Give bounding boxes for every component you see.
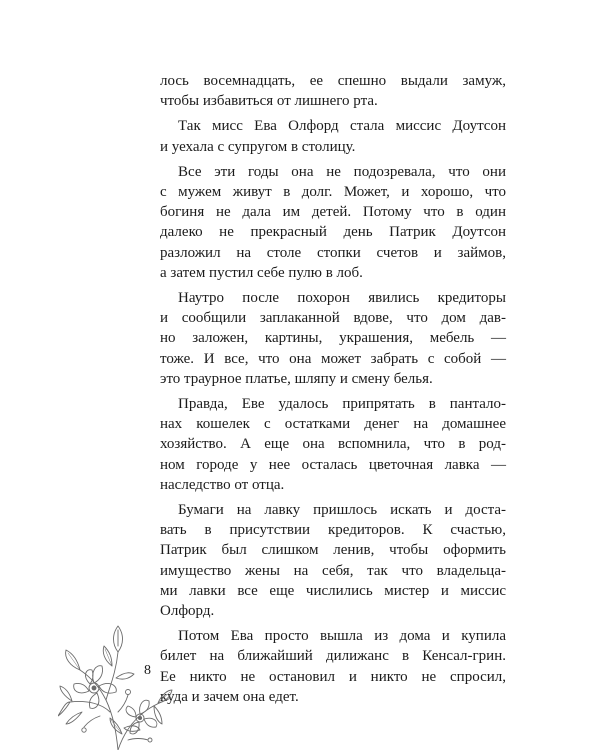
- text-line: имущество жены на себя, так что владельца-: [160, 562, 506, 579]
- text-line: хозяйство. А еще она вспомнила, что в род-: [160, 436, 506, 453]
- text-line: тоже. И все, что она может забрать с собой —: [160, 350, 506, 367]
- text-line: но заложен, картины, украшения, мебель —: [160, 330, 506, 347]
- text-line: Так мисс Ева Олфорд стала миссис Доутсон: [178, 118, 506, 135]
- text-line: лось восемнадцать, ее спешно выдали замуж,: [160, 73, 506, 89]
- text-line: Бумаги на лавку пришлось искать и доста-: [178, 502, 506, 519]
- paragraph: [160, 626, 506, 707]
- paragraph: [160, 288, 506, 389]
- text-line: с мужем живут в долг. Может, и хорошо, что: [160, 184, 506, 201]
- paragraph: [160, 394, 506, 495]
- text-line: Потом Ева просто вышла из дома и купила: [178, 628, 506, 645]
- text-line: Все эти годы она не подозревала, что они: [178, 163, 506, 180]
- text-line: Олфорд.: [160, 603, 215, 620]
- text-line: Правда, Еве удалось припрятать в пантало-: [178, 396, 506, 413]
- text-line: богиня не дала им детей. Потому что в один: [160, 204, 506, 221]
- text-line: это траурное платье, шляпу и смену белья.: [160, 370, 433, 387]
- paragraph: [160, 500, 506, 621]
- text-line: Ее никто не остановил и никто не спросил,: [160, 668, 506, 685]
- text-line: и уехала с супругом в столицу.: [160, 138, 356, 155]
- text-line: вать в присутствии кредиторов. К счастью,: [160, 522, 506, 539]
- page-number: 8: [144, 663, 151, 678]
- text-line: куда и зачем она едет.: [160, 688, 299, 705]
- text-line: и сообщили заплаканной вдове, что дом дав-: [160, 310, 506, 327]
- body-text: [160, 71, 506, 712]
- text-line: наследство от отца.: [160, 476, 285, 493]
- paragraph: [160, 71, 506, 111]
- paragraph: [160, 116, 506, 156]
- text-line: ном городе у нее осталась цветочная лавка —: [160, 456, 506, 473]
- text-line: Наутро после похорон явились кредиторы: [178, 290, 506, 307]
- text-line: разложил на столе стопки счетов и займов,: [160, 244, 506, 261]
- text-line: ми лавки все еще числились мистер и миссис: [160, 582, 506, 599]
- floral-ornament-icon: [58, 600, 173, 750]
- text-line: а затем пустил себе пулю в лоб.: [160, 264, 363, 281]
- paragraph: [160, 162, 506, 283]
- text-line: чтобы избавиться от лишнего рта.: [160, 93, 378, 110]
- text-line: билет на ближайший дилижанс в Кенсал-грин.: [160, 648, 506, 665]
- text-line: далеко не прекрасный день Патрик Доутсон: [160, 224, 506, 241]
- text-line: нах кошелек с остатками денег на домашнее: [160, 416, 506, 433]
- text-line: Патрик был слишком ленив, чтобы оформить: [160, 542, 506, 559]
